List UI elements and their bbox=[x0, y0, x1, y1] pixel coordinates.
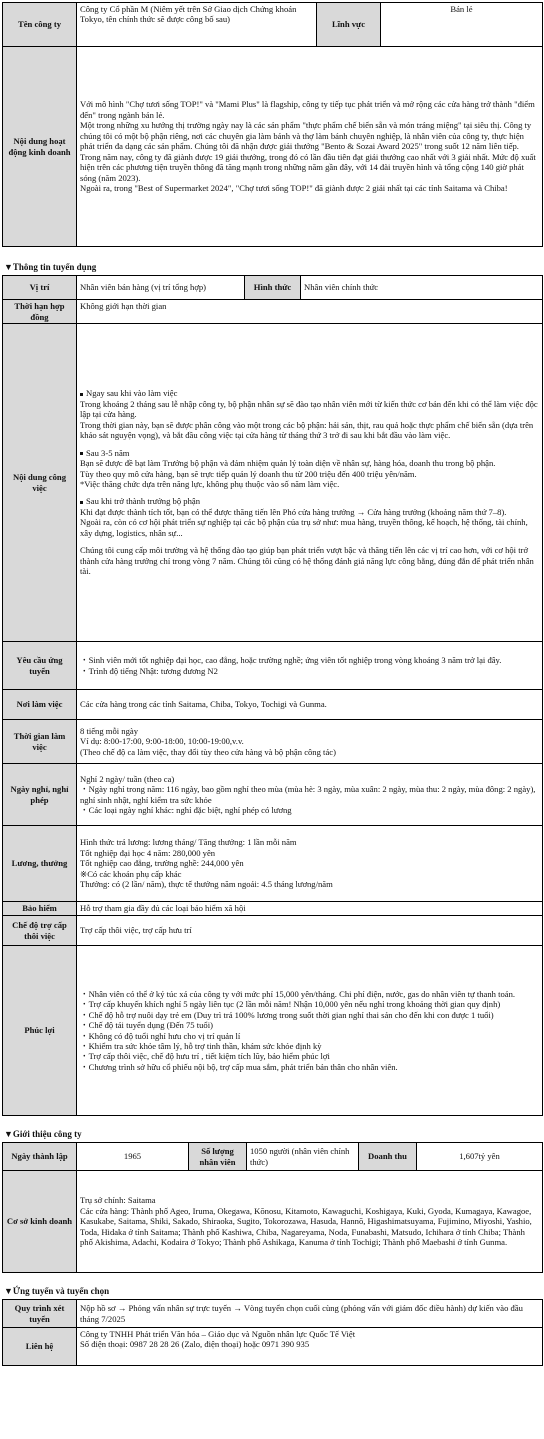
field-value: Bán lẻ bbox=[381, 3, 543, 47]
intro-table bbox=[2, 1142, 543, 1273]
company-table bbox=[2, 2, 543, 247]
hours-line: 8 tiếng mỗi ngày bbox=[80, 725, 138, 736]
salary-label: Lương, thưởng bbox=[3, 826, 77, 902]
holiday-line: Nghỉ 2 ngày/ tuần (theo ca) bbox=[80, 773, 175, 784]
hours-line: (Theo chế độ ca làm việc, thay đổi tùy theo cửa hàng và bộ phận công tác) bbox=[80, 746, 336, 757]
work-block-title: Sau khi trở thành trưởng bộ phận bbox=[86, 496, 200, 507]
business-line: Trong năm nay, công ty đã giành được 19 giải thưởng, trong đó có lần đầu tiên đạt giải thưởng cao nhất với 3 giải nhất. Mức độ xuất hiện trên các phương tiện truyền thông đã tăng mạnh trong những năm gần đây, với 14 đài truyền hình và tổng cộng 140 giờ phát sóng (năm 2023). bbox=[80, 151, 536, 183]
founded-value: 1965 bbox=[77, 1143, 189, 1171]
welfare-line: ・Chế độ hỗ trợ nuôi dạy trẻ em (Duy trì trả 100% lương trong suốt thời gian nghỉ thai sản cho đến khi con được 1 tuổi) bbox=[80, 1009, 494, 1020]
recruit-table bbox=[2, 275, 543, 1116]
req-line: ・Trình độ tiếng Nhật: tương đương N2 bbox=[80, 665, 218, 676]
base-line: Trụ sở chính: Saitama bbox=[80, 1195, 156, 1206]
work-closing: Chúng tôi cung cấp môi trường và hệ thống đào tạo giúp bạn phát triển vượt bậc và thăng tiến lên các vị trí cao hơn, với cơ hội trở thành cửa hàng trưởng chỉ trong vòng 7 năm. Chúng tôi cũng có hệ thống đánh giá năng lực công bằng, đúng đắn để phát triển nhân tài. bbox=[80, 545, 534, 577]
contact-content bbox=[77, 1328, 543, 1366]
welfare-line: ・Trợ cấp khuyến khích nghỉ 5 ngày liên tục (2 lần mỗi năm! Nhận 10,000 yên nếu nghỉ trong khoảng thời gian quy định) bbox=[80, 999, 501, 1010]
work-block-text: Trong khoảng 2 tháng sau lễ nhập công ty, bộ phận nhân sự sẽ đào tạo nhân viên mới từ kiến thức cơ bản đến khi có thể làm việc độc lập tại cửa hàng. Trong thời gian này, bạn sẽ được phân công vào một trong các bộ phận: hải sản, thịt, rau quả hoặc thực phẩm chế biến sẵn (dựa trên khảo sát nguyện vọng), và bắt đầu công việc tại cửa hàng từ tháng thứ 3 trở đi sau khi bắt đầu vào làm việc. bbox=[80, 398, 538, 441]
place-value: Các cửa hàng trong các tỉnh Saitama, Chiba, Tokyo, Tochigi và Gunma. bbox=[77, 690, 543, 720]
contact-line: Công ty TNHH Phát triển Văn hóa – Giáo dục và Nguồn nhân lực Quốc Tế Việt bbox=[80, 1329, 356, 1339]
welfare-label: Phúc lợi bbox=[3, 946, 77, 1116]
company-name-label: Tên công ty bbox=[3, 3, 77, 47]
position-label: Vị trí bbox=[3, 276, 77, 300]
contact-label: Liên hệ bbox=[3, 1328, 77, 1366]
place-label: Nơi làm việc bbox=[3, 690, 77, 720]
work-block bbox=[80, 496, 539, 538]
req-line: ・Sinh viên mới tốt nghiệp đại học, cao đẳng, hoặc trường nghề; ứng viên tốt nghiệp trong vòng khoảng 3 năm trở lại đây. bbox=[80, 655, 502, 666]
work-block-title: Sau 3-5 năm bbox=[86, 447, 130, 458]
welfare-line: ・Chế độ tái tuyển dụng (Đến 75 tuổi) bbox=[80, 1020, 213, 1031]
salary-line: Tốt nghiệp cao đẳng, trường nghề: 244,000 yên bbox=[80, 858, 244, 869]
allowance-label: Chế độ trợ cấp thôi việc bbox=[3, 916, 77, 946]
holiday-line: ・Ngày nghỉ trong năm: 116 ngày, bao gồm nghỉ theo mùa (mùa hè: 3 ngày, mùa xuân: 2 ngày, mùa thu: 2 ngày, mùa đông: 2 ngày), nghỉ sinh nhật, nghỉ kiểm tra sức khỏe bbox=[80, 784, 536, 805]
salary-line: ※Có các khoản phụ cấp khác bbox=[80, 868, 182, 879]
holiday-line: ・Các loại ngày nghỉ khác: nghỉ đặc biệt, nghỉ phép có lương bbox=[80, 804, 292, 815]
welfare-line: ・Khiểm tra sức khỏe tâm lý, hỗ trợ tinh thần, khám sức khỏe định kỳ bbox=[80, 1040, 322, 1051]
allowance-value: Trợ cấp thôi việc, trợ cấp hưu trí bbox=[77, 916, 543, 946]
salary-content bbox=[77, 826, 543, 902]
hours-label: Thời gian làm việc bbox=[3, 720, 77, 764]
work-label: Nội dung công việc bbox=[3, 324, 77, 642]
salary-line: Tốt nghiệp đại học 4 năm: 280,000 yên bbox=[80, 847, 216, 858]
work-block bbox=[80, 388, 539, 440]
base-line: Các cửa hàng: Thành phố Ageo, Iruma, Okegawa, Kōnosu, Kitamoto, Kawaguchi, Koshigaya, Kuki, Gyoda, Kumagaya, Kawagoe, Kasukabe, Saitama, Shiki, Sakado, Shiraoka, Sugito, Tokorozawa, Hasuda, Hannō, Higashimatsuyama, Fujimino, Miyoshi, Yashio, Toda, Hidaka ở tỉnh Saitama; Thành phố Kashiwa, Chiba, Nagareyama, Noda, Funabashi, Matsudo, Ichihara ở tỉnh Chiba; Thành phố Akishima, Adachi, Kodaira ở Tokyo; Thành phố Ashikaga, Kanuma ở tỉnh Tochigi; Thành phố Maebashi ở tỉnh Gunma. bbox=[80, 1205, 532, 1248]
work-content bbox=[77, 324, 543, 642]
staff-label: Số lượng nhân viên bbox=[189, 1143, 247, 1171]
base-content bbox=[77, 1171, 543, 1273]
recruit-section-title: ▼Thông tin tuyển dụng bbox=[4, 262, 97, 272]
hours-line: Ví dụ: 8:00-17:00, 9:00-18:00, 10:00-19:00,v.v. bbox=[80, 736, 244, 747]
term-label: Thời hạn hợp đồng bbox=[3, 300, 77, 324]
revenue-label: Doanh thu bbox=[359, 1143, 417, 1171]
term-value: Không giới hạn thời gian bbox=[77, 300, 543, 324]
business-line: Ngoài ra, trong "Best of Supermarket 2024", "Chợ tươi sống TOP!" đã giành được 2 giải nhất tại các tỉnh Saitama và Chiba! bbox=[80, 183, 508, 194]
business-label: Nội dung hoạt động kinh doanh bbox=[3, 47, 77, 247]
process-value: Nộp hồ sơ → Phỏng vấn nhân sự trực tuyến → Vòng tuyển chọn cuối cùng (phỏng vấn với giám đốc điều hành) dự kiến vào đầu tháng 7/2025 bbox=[77, 1300, 543, 1328]
business-line: Với mô hình "Chợ tươi sống TOP!" và "Mami Plus" là flagship, công ty tiếp tục phát triển và mở rộng các cửa hàng trở thành "điểm đến" trong ngành bán lẻ. bbox=[80, 99, 535, 120]
work-block-title: Ngay sau khi vào làm việc bbox=[86, 388, 178, 399]
work-block-text: Khi đạt được thành tích tốt, bạn có thể được thăng tiến lên Phó cửa hàng trưởng → Cửa hàng trưởng (khoảng năm thứ 7–8). Ngoài ra, còn có cơ hội phát triển sự nghiệp tại các bộ phận của trụ sở như: mua hàng, truyền thông, kế hoạch, hệ thống, tài chính, xây dựng, logistics, nhân sự... bbox=[80, 506, 528, 538]
work-block-text: Bạn sẽ được đề bạt làm Trưởng bộ phận và đảm nhiệm quản lý toàn diện về nhân sự, hàng hóa, doanh thu trong bộ phận. Tùy theo quy mô cửa hàng, bạn sẽ trực tiếp quản lý doanh thu từ 200 triệu đến 400 triệu yên/năm. *Việc thăng chức dựa trên năng lực, không phụ thuộc vào số năm làm việc. bbox=[80, 458, 496, 489]
bullet-icon bbox=[80, 501, 83, 504]
founded-label: Ngày thành lập bbox=[3, 1143, 77, 1171]
bullet-icon bbox=[80, 452, 83, 455]
apply-table bbox=[2, 1299, 543, 1366]
business-line: Một trong những xu hướng thị trường ngày nay là các sản phẩm "thực phẩm chế biến sẵn và món tráng miệng" tại siêu thị. Công ty chúng tôi có một bộ phận riêng, nơi các chuyên gia làm bánh và thợ làm bánh chuyên nghiệp, là nhân viên của công ty, thực hiện phát triển đa dạng các sản phẩm. Chúng tôi đã nhận được giải thưởng "Bento & Sozai Award 2025" trong suốt 12 năm liên tiếp. bbox=[80, 120, 532, 152]
base-label: Cơ sở kinh doanh bbox=[3, 1171, 77, 1273]
process-label: Quy trình xét tuyển bbox=[3, 1300, 77, 1328]
company-name-value: Công ty Cổ phần M (Niêm yết trên Sở Giao dịch Chứng khoán Tokyo, tên chính thức sẽ được công bố sau) bbox=[77, 3, 317, 47]
business-content bbox=[77, 47, 543, 247]
revenue-value: 1,607tỷ yên bbox=[417, 1143, 543, 1171]
holiday-label: Ngày nghỉ, nghỉ phép bbox=[3, 764, 77, 826]
hours-content bbox=[77, 720, 543, 764]
position-value: Nhân viên bán hàng (vị trí tổng hợp) bbox=[77, 276, 245, 300]
staff-value: 1050 người (nhân viên chính thức) bbox=[247, 1143, 359, 1171]
holiday-content bbox=[77, 764, 543, 826]
apply-section-title: ▼Ứng tuyển và tuyển chọn bbox=[4, 1286, 110, 1296]
contact-line: Số điện thoại: 0987 28 28 26 (Zalo, điện thoại) hoặc 0971 390 935 bbox=[80, 1339, 310, 1350]
welfare-line: ・Chương trình sở hữu cổ phiếu nội bộ, trợ cấp mua sắm, phát triển bản thân cho nhân viên. bbox=[80, 1061, 398, 1072]
salary-line: Thưởng: có (2 lần/ năm), thực tế thưởng năm ngoái: 4.5 tháng lương/năm bbox=[80, 879, 333, 890]
welfare-content bbox=[77, 946, 543, 1116]
welfare-line: ・Nhân viên có thể ở ký túc xá của công ty với mức phí 15,000 yên/tháng. Chi phí điện, nước, gas do nhân viên tự thanh toán. bbox=[80, 988, 516, 999]
bullet-icon bbox=[80, 393, 83, 396]
form-value: Nhân viên chính thức bbox=[301, 276, 543, 300]
field-label: Lĩnh vực bbox=[317, 3, 381, 47]
insurance-label: Bảo hiểm bbox=[3, 902, 77, 916]
welfare-line: ・Không có độ tuổi nghỉ hưu cho vị trí quản lí bbox=[80, 1030, 241, 1041]
intro-section-title: ▼Giới thiệu công ty bbox=[4, 1129, 82, 1139]
salary-line: Hình thức trả lương: lương tháng/ Tăng thưởng: 1 lần mỗi năm bbox=[80, 837, 297, 848]
work-block bbox=[80, 448, 539, 490]
insurance-value: Hỗ trợ tham gia đầy đủ các loại bảo hiểm xã hội bbox=[77, 902, 543, 916]
req-label: Yêu cầu ứng tuyển bbox=[3, 642, 77, 690]
req-content bbox=[77, 642, 543, 690]
welfare-line: ・Trợ cấp thôi việc, chế độ hưu trí , tiết kiệm tích lũy, bảo hiểm phúc lợi bbox=[80, 1051, 330, 1062]
form-label: Hình thức bbox=[245, 276, 301, 300]
